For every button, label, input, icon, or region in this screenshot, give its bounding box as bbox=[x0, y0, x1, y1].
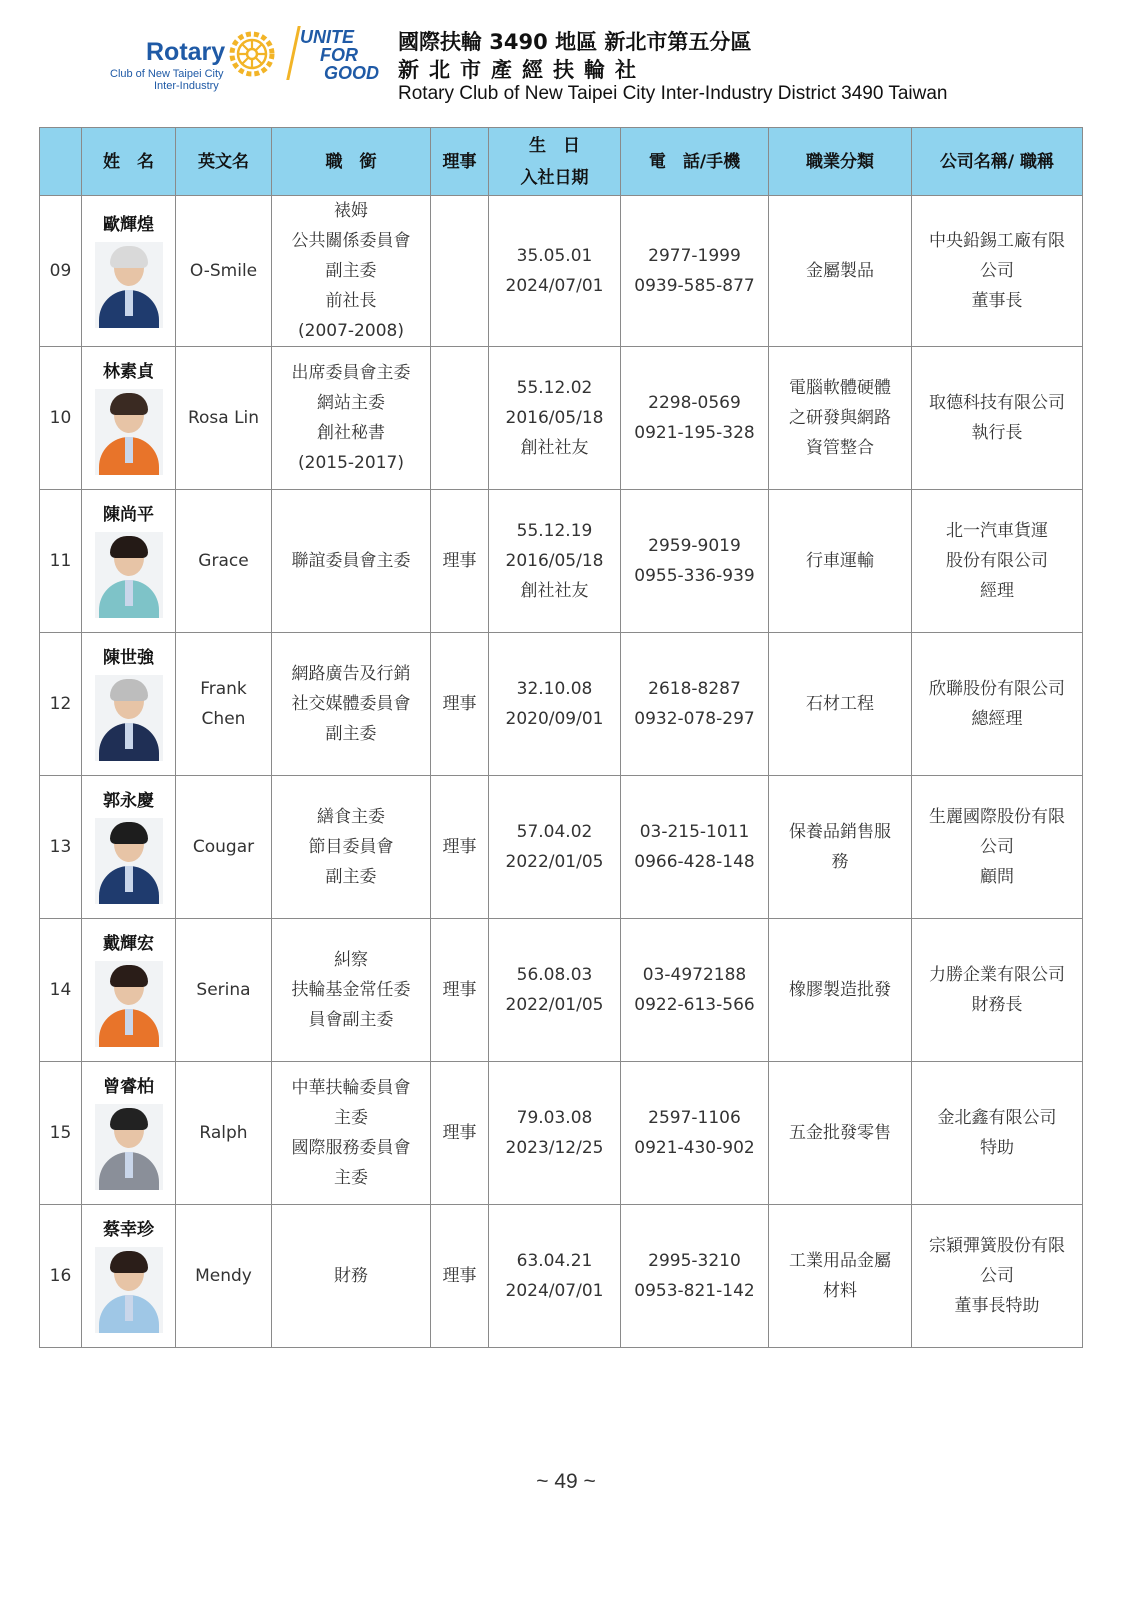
position-line: 中華扶輪委員會 bbox=[291, 1078, 411, 1098]
phone-cell bbox=[621, 196, 769, 347]
member-name-cell bbox=[82, 490, 176, 633]
company-line: 董事長 bbox=[971, 291, 1023, 311]
member-name-cell bbox=[82, 347, 176, 490]
member-number: 16 bbox=[40, 1205, 82, 1348]
english-name-cell bbox=[176, 196, 272, 347]
director-cell bbox=[431, 196, 489, 347]
english-name: Cougar bbox=[192, 837, 255, 857]
category-cell bbox=[769, 919, 912, 1062]
company-cell bbox=[912, 196, 1083, 347]
position-line: 社交媒體委員會 bbox=[291, 694, 411, 714]
category-cell bbox=[769, 347, 912, 490]
member-name-cell bbox=[82, 633, 176, 776]
category-cell bbox=[769, 633, 912, 776]
header-join-date: 入社日期 bbox=[520, 167, 589, 188]
category-cell bbox=[769, 196, 912, 347]
header-category: 職業分類 bbox=[769, 128, 912, 196]
category-line: 保養品銷售服 bbox=[789, 822, 891, 842]
company-line: 財務長 bbox=[971, 995, 1023, 1015]
position-line: 聯誼委員會主委 bbox=[291, 551, 411, 571]
position-line: 裱姆 bbox=[334, 201, 368, 221]
dates-cell bbox=[489, 1205, 621, 1348]
rotary-club-line2: Inter-Industry bbox=[154, 80, 219, 92]
member-photo bbox=[95, 675, 163, 761]
for-word: FOR bbox=[320, 45, 358, 65]
english-name: Ralph bbox=[199, 1123, 248, 1143]
date-line: 2022/01/05 bbox=[505, 852, 604, 872]
member-number: 11 bbox=[40, 490, 82, 633]
phone-cell bbox=[621, 1205, 769, 1348]
company-line: 力勝企業有限公司 bbox=[929, 965, 1065, 985]
company-line: 特助 bbox=[980, 1138, 1014, 1158]
company-line: 總經理 bbox=[971, 709, 1023, 729]
member-roster-table bbox=[39, 127, 1083, 1348]
phone-line: 0953-821-142 bbox=[634, 1281, 755, 1301]
category-line: 電腦軟體硬體 bbox=[789, 378, 891, 398]
company-line: 公司 bbox=[980, 837, 1014, 857]
dates-cell bbox=[489, 776, 621, 919]
company-line: 顧問 bbox=[980, 867, 1014, 887]
member-photo bbox=[95, 961, 163, 1047]
header-birthday-join bbox=[489, 128, 621, 196]
dates-cell bbox=[489, 196, 621, 347]
position-line: 副主委 bbox=[325, 867, 377, 887]
good-word: GOOD bbox=[324, 63, 380, 83]
table-body bbox=[40, 196, 1083, 1348]
director-cell: 理事 bbox=[431, 633, 489, 776]
phone-line: 0939-585-877 bbox=[634, 276, 755, 296]
company-line: 董事長特助 bbox=[954, 1296, 1040, 1316]
english-name-cell bbox=[176, 776, 272, 919]
position-line: 糾察 bbox=[334, 950, 368, 970]
table-row bbox=[40, 347, 1083, 490]
position-line: 網站主委 bbox=[317, 393, 385, 413]
category-cell bbox=[769, 1205, 912, 1348]
dates-cell bbox=[489, 919, 621, 1062]
company-cell bbox=[912, 490, 1083, 633]
member-name: 陳尚平 bbox=[103, 505, 154, 525]
position-line: 國際服務委員會 bbox=[291, 1138, 411, 1158]
company-line: 公司 bbox=[980, 1266, 1014, 1286]
table-row bbox=[40, 633, 1083, 776]
company-line: 生麗國際股份有限 bbox=[929, 807, 1065, 827]
member-name-cell bbox=[82, 919, 176, 1062]
company-line: 股份有限公司 bbox=[946, 551, 1048, 571]
position-cell bbox=[272, 633, 431, 776]
member-name-cell bbox=[82, 776, 176, 919]
company-line: 經理 bbox=[980, 581, 1014, 601]
table-row bbox=[40, 776, 1083, 919]
position-line: 主委 bbox=[334, 1168, 368, 1188]
member-photo bbox=[95, 818, 163, 904]
date-line: 35.05.01 bbox=[516, 246, 593, 266]
english-name-cell bbox=[176, 919, 272, 1062]
member-name: 戴輝宏 bbox=[103, 934, 154, 954]
company-line: 公司 bbox=[980, 261, 1014, 281]
category-line: 之研發與網路 bbox=[789, 408, 891, 428]
date-line: 63.04.21 bbox=[516, 1251, 593, 1271]
table-header-row bbox=[40, 128, 1083, 196]
company-line: 宗穎彈簧股份有限 bbox=[929, 1236, 1065, 1256]
dates-cell bbox=[489, 1062, 621, 1205]
logo-divider bbox=[286, 26, 300, 80]
phone-line: 0966-428-148 bbox=[634, 852, 755, 872]
phone-line: 0932-078-297 bbox=[634, 709, 755, 729]
director-cell: 理事 bbox=[431, 1062, 489, 1205]
date-line: 55.12.19 bbox=[516, 521, 593, 541]
company-line: 取德科技有限公司 bbox=[929, 393, 1065, 413]
member-name: 林素貞 bbox=[103, 362, 154, 382]
phone-line: 0922-613-566 bbox=[634, 995, 755, 1015]
member-number: 12 bbox=[40, 633, 82, 776]
date-line: 2023/12/25 bbox=[505, 1138, 604, 1158]
category-line: 金屬製品 bbox=[806, 261, 874, 281]
company-line: 執行長 bbox=[971, 423, 1023, 443]
member-name: 陳世強 bbox=[103, 648, 154, 668]
company-line: 欣聯股份有限公司 bbox=[929, 679, 1065, 699]
english-name-cell bbox=[176, 1062, 272, 1205]
date-line: 2016/05/18 bbox=[505, 551, 604, 571]
position-line: 網路廣告及行銷 bbox=[291, 664, 411, 684]
member-name: 歐輝煌 bbox=[103, 215, 154, 235]
member-name-cell bbox=[82, 196, 176, 347]
position-line: 員會副主委 bbox=[308, 1010, 394, 1030]
phone-line: 0921-195-328 bbox=[634, 423, 755, 443]
header-position: 職 銜 bbox=[272, 128, 431, 196]
director-cell: 理事 bbox=[431, 919, 489, 1062]
date-line: 57.04.02 bbox=[516, 822, 593, 842]
district-title: 國際扶輪 3490 地區 新北市第五分區 bbox=[398, 30, 752, 54]
member-name: 郭永慶 bbox=[103, 791, 154, 811]
english-name: Frank bbox=[200, 679, 247, 699]
category-line: 橡膠製造批發 bbox=[789, 980, 891, 1000]
position-cell bbox=[272, 196, 431, 347]
date-line: 32.10.08 bbox=[516, 679, 593, 699]
position-line: 公共關係委員會 bbox=[291, 231, 411, 251]
director-cell: 理事 bbox=[431, 776, 489, 919]
header-name: 姓 名 bbox=[82, 128, 176, 196]
category-line: 材料 bbox=[823, 1281, 857, 1301]
date-line: 2024/07/01 bbox=[505, 1281, 604, 1301]
position-cell bbox=[272, 919, 431, 1062]
member-photo bbox=[95, 532, 163, 618]
page-header bbox=[0, 0, 1132, 120]
phone-line: 2618-8287 bbox=[648, 679, 741, 699]
english-name: Mendy bbox=[195, 1266, 252, 1286]
member-name-cell bbox=[82, 1205, 176, 1348]
unite-for-good-logo bbox=[290, 24, 380, 84]
date-line: 2022/01/05 bbox=[505, 995, 604, 1015]
english-name: Chen bbox=[201, 709, 246, 729]
english-name-cell bbox=[176, 347, 272, 490]
category-cell bbox=[769, 490, 912, 633]
member-photo bbox=[95, 389, 163, 475]
director-cell: 理事 bbox=[431, 490, 489, 633]
category-line: 務 bbox=[831, 852, 849, 872]
unite-word: UNITE bbox=[300, 27, 354, 47]
header-no bbox=[40, 128, 82, 196]
english-name-cell bbox=[176, 490, 272, 633]
member-name: 曾睿柏 bbox=[103, 1077, 154, 1097]
header-director: 理事 bbox=[431, 128, 489, 196]
club-title-en: Rotary Club of New Taipei City Inter-Industry District 3490 Taiwan bbox=[398, 83, 948, 104]
date-line: 2024/07/01 bbox=[505, 276, 604, 296]
phone-line: 0955-336-939 bbox=[634, 566, 755, 586]
member-number: 10 bbox=[40, 347, 82, 490]
phone-line: 2995-3210 bbox=[648, 1251, 741, 1271]
company-cell bbox=[912, 1062, 1083, 1205]
table-row bbox=[40, 1062, 1083, 1205]
phone-line: 2977-1999 bbox=[648, 246, 741, 266]
date-line: 創社社友 bbox=[520, 438, 589, 458]
phone-line: 0921-430-902 bbox=[634, 1138, 755, 1158]
director-cell: 理事 bbox=[431, 1205, 489, 1348]
english-name-cell bbox=[176, 633, 272, 776]
member-number: 13 bbox=[40, 776, 82, 919]
company-line: 金北鑫有限公司 bbox=[937, 1108, 1057, 1128]
category-line: 五金批發零售 bbox=[789, 1123, 891, 1143]
category-line: 工業用品金屬 bbox=[789, 1251, 891, 1271]
phone-line: 03-4972188 bbox=[642, 965, 747, 985]
position-cell bbox=[272, 776, 431, 919]
position-line: 節目委員會 bbox=[308, 837, 394, 857]
position-cell bbox=[272, 490, 431, 633]
position-line: 扶輪基金常任委 bbox=[291, 980, 411, 1000]
english-name: Rosa Lin bbox=[187, 408, 260, 428]
page-number: ~ 49 ~ bbox=[536, 1470, 596, 1493]
english-name-cell bbox=[176, 1205, 272, 1348]
rotary-club-line1: Club of New Taipei City bbox=[110, 68, 224, 80]
header-english-name: 英文名 bbox=[176, 128, 272, 196]
category-line: 石材工程 bbox=[806, 694, 874, 714]
member-number: 09 bbox=[40, 196, 82, 347]
position-line: 副主委 bbox=[325, 724, 377, 744]
table-row bbox=[40, 490, 1083, 633]
rotary-club-logo bbox=[108, 30, 288, 94]
phone-line: 2597-1106 bbox=[648, 1108, 741, 1128]
phone-cell bbox=[621, 633, 769, 776]
company-cell bbox=[912, 776, 1083, 919]
phone-cell bbox=[621, 776, 769, 919]
category-line: 資管整合 bbox=[806, 438, 874, 458]
company-cell bbox=[912, 633, 1083, 776]
position-line: (2007-2008) bbox=[298, 321, 404, 341]
category-line: 行車運輸 bbox=[806, 551, 874, 571]
date-line: 創社社友 bbox=[520, 581, 589, 601]
director-cell bbox=[431, 347, 489, 490]
date-line: 2020/09/01 bbox=[505, 709, 604, 729]
member-photo bbox=[95, 1247, 163, 1333]
member-photo bbox=[95, 242, 163, 328]
header-birthday: 生 日 bbox=[529, 135, 580, 156]
rotary-wordmark: Rotary bbox=[146, 38, 226, 66]
header-phone: 電 話/手機 bbox=[621, 128, 769, 196]
phone-cell bbox=[621, 1062, 769, 1205]
company-cell bbox=[912, 919, 1083, 1062]
table-row bbox=[40, 919, 1083, 1062]
member-name: 蔡幸珍 bbox=[103, 1220, 154, 1240]
dates-cell bbox=[489, 490, 621, 633]
position-line: 前社長 bbox=[325, 291, 377, 311]
position-line: 出席委員會主委 bbox=[291, 363, 411, 383]
phone-line: 2298-0569 bbox=[648, 393, 741, 413]
phone-line: 2959-9019 bbox=[648, 536, 741, 556]
table-row bbox=[40, 1205, 1083, 1348]
dates-cell bbox=[489, 347, 621, 490]
phone-cell bbox=[621, 490, 769, 633]
company-line: 北一汽車貨運 bbox=[946, 521, 1048, 541]
member-number: 14 bbox=[40, 919, 82, 1062]
category-cell bbox=[769, 1062, 912, 1205]
english-name: Grace bbox=[198, 551, 249, 571]
dates-cell bbox=[489, 633, 621, 776]
position-cell bbox=[272, 1062, 431, 1205]
date-line: 55.12.02 bbox=[516, 378, 593, 398]
category-cell bbox=[769, 776, 912, 919]
company-cell bbox=[912, 347, 1083, 490]
club-title-zh: 新北市產經扶輪社 bbox=[398, 58, 646, 82]
date-line: 56.08.03 bbox=[516, 965, 593, 985]
position-cell bbox=[272, 347, 431, 490]
position-line: 主委 bbox=[334, 1108, 368, 1128]
member-photo bbox=[95, 1104, 163, 1190]
member-name-cell bbox=[82, 1062, 176, 1205]
phone-cell bbox=[621, 347, 769, 490]
position-line: (2015-2017) bbox=[298, 453, 404, 473]
member-number: 15 bbox=[40, 1062, 82, 1205]
rotary-wheel-icon bbox=[228, 30, 276, 78]
position-cell bbox=[272, 1205, 431, 1348]
company-line: 中央鉛錫工廠有限 bbox=[929, 231, 1065, 251]
header-company: 公司名稱/ 職稱 bbox=[912, 128, 1083, 196]
position-line: 創社秘書 bbox=[317, 423, 385, 443]
position-line: 副主委 bbox=[325, 261, 377, 281]
position-line: 財務 bbox=[334, 1266, 368, 1286]
english-name: O-Smile bbox=[189, 261, 258, 281]
phone-line: 03-215-1011 bbox=[639, 822, 750, 842]
english-name: Serina bbox=[196, 980, 251, 1000]
phone-cell bbox=[621, 919, 769, 1062]
company-cell bbox=[912, 1205, 1083, 1348]
date-line: 2016/05/18 bbox=[505, 408, 604, 428]
position-line: 繕食主委 bbox=[317, 807, 385, 827]
date-line: 79.03.08 bbox=[516, 1108, 593, 1128]
table-row bbox=[40, 196, 1083, 347]
